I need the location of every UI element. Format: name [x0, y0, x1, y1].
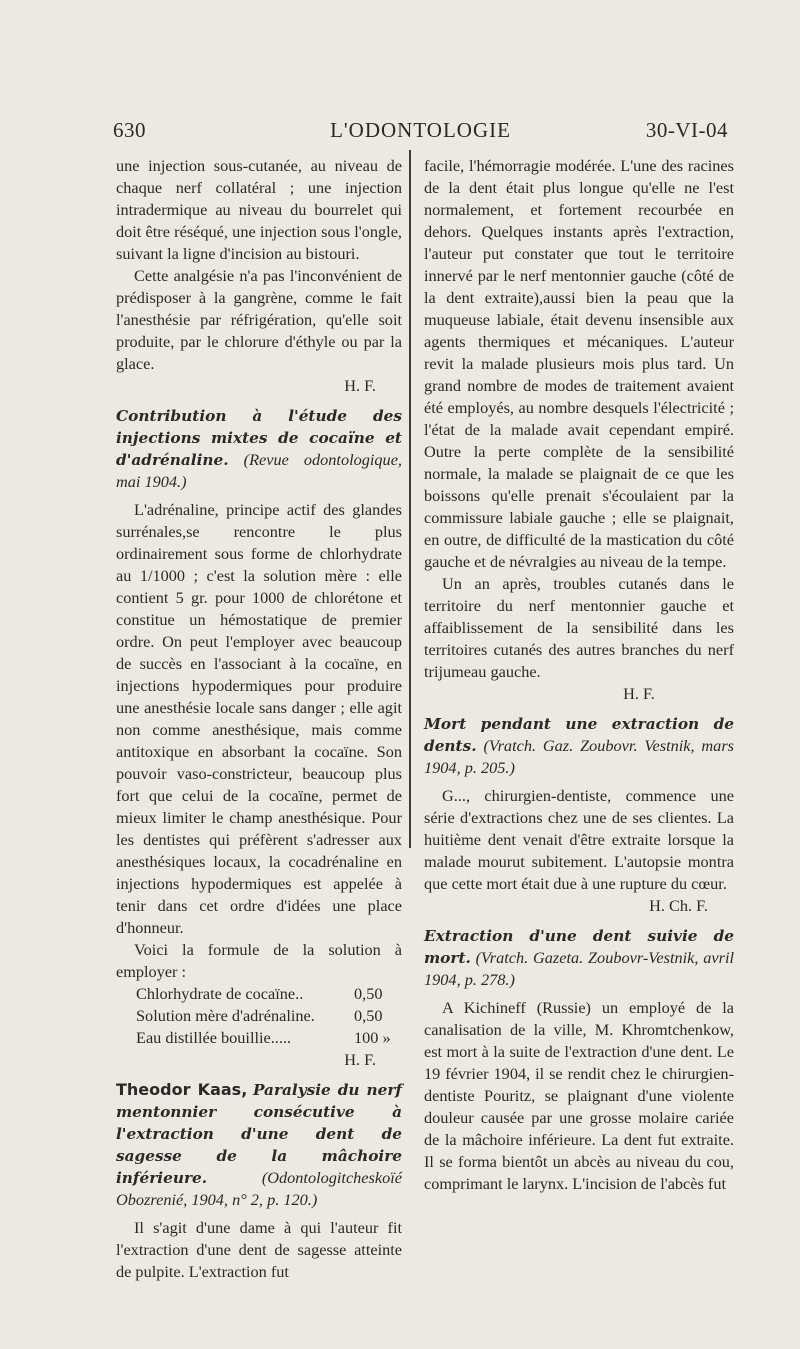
right-column — [424, 155, 734, 1195]
paragraph: facile, l'hémorragie modérée. L'une des racines de la dent était plus longue qu'elle ne l'est normalement, et fortement recourbée en dehors. Quelques instants après l'extraction, l'auteur put constater que tout le territoire innervé par le nerf mentonnier gauche (côté de la dent extraite),aussi bien la peau que la muqueuse labiale, était devenu insensible aux agents thermiques et mécaniques. L'auteur revit la malade plusieurs mois plus tard. Un grand nombre de modes de traitement avaient été employés, au nombre desquels l'électricité ; l'état de la malade avait cependant empiré. Outre la perte complète de la sensibilité normale, la malade se plaignait de ce que les boissons qu'elle prenait s'écoulaient par la commissure labiale gauche ; elle se plaignait, en outre, de difficulté de la mastication du côté gauche et de névralgies au niveau de la tempe. — [424, 156, 734, 571]
formula-row — [116, 1027, 402, 1049]
article-title: Mort pendant une extraction de dents. — [424, 715, 734, 755]
formula-amount: 0,50 — [354, 984, 383, 1003]
paragraph: L'adrénaline, principe actif des glandes surrénales,se rencontre le plus ordinairement sous forme de chlorhydrate au 1/1000 ; c'est la solution mère : elle contient 5 gr. pour 1000 de chlorétone et constitue un hémostatique de premier ordre. On peut l'employer avec beaucoup de succès en l'associant à la cocaïne, en injections hypodermiques pour produire une anesthésie locale sans danger ; elle agit non comme anesthésique, mais comme antitoxique en absorbant la cocaïne. Son pouvoir vaso-constricteur, beaucoup plus fort que celui de la cocaïne, permet de mieux limiter le champ anesthésique. Pour les dentistes qui préfèrent s'adresser aux anesthésiques locaux, la cocadrénaline en injections hypodermiques est appelée à tenir dans cet ordre d'idées une place d'honneur. — [116, 500, 402, 937]
article-title: Contribution à l'étude des injections mixtes de cocaïne et d'adrénaline. — [116, 407, 402, 469]
author-signature: H. Ch. F. — [649, 896, 708, 915]
article-heading — [116, 1079, 402, 1211]
article-author: Theodor Kaas, — [116, 1080, 248, 1099]
paragraph: Voici la formule de la solution à employer : — [116, 940, 402, 981]
formula-amount: 100 » — [354, 1028, 391, 1047]
page-number: 630 — [113, 118, 146, 142]
formula-ingredient: Chlorhydrate de cocaïne.. — [136, 984, 304, 1003]
article-heading — [424, 925, 734, 991]
journal-title: L'ODONTOLOGIE — [330, 118, 511, 142]
formula-table — [116, 983, 402, 1049]
article-title: Extraction d'une dent suivie de mort. — [424, 927, 734, 967]
formula-row — [116, 1005, 402, 1027]
column-divider — [409, 150, 411, 848]
paragraph: A Kichineff (Russie) un employé de la canalisation de la ville, M. Khromtchenkow, est mort à la suite de l'extraction d'une dent. Le 19 février 1904, il se rendit chez le chirurgien-dentiste Pouritz, se plaignant d'une violente douleur causée par une grosse molaire cariée de la mâchoire inférieure. La dent fut extraite. Il se forma bientôt un abcès au niveau du cou, comprimant le larynx. L'incision de l'abcès fut — [424, 998, 734, 1193]
formula-amount: 0,50 — [354, 1006, 383, 1025]
formula-row — [116, 983, 402, 1005]
issue-date: 30-VI-04 — [645, 118, 728, 142]
article-reference: (Odontologitcheskoïé Obozrenié, 1904, n° 2, p. 120.) — [116, 1168, 402, 1209]
paragraph: une injection sous-cutanée, au niveau de chaque nerf collatéral ; une injection intradermique au niveau du bourrelet qui doit être réséqué, une injection sous l'ongle, suivant la ligne d'incision au bistouri. — [116, 156, 402, 263]
article-reference: (Revue odontologique, mai 1904.) — [116, 450, 402, 491]
article-heading — [116, 405, 402, 493]
article-heading — [424, 713, 734, 779]
article-title: Paralysie du nerf mentonnier consécutive à l'extraction d'une dent de sagesse de la mâchoire inférieure. — [116, 1081, 402, 1187]
paragraph: Un an après, troubles cutanés dans le territoire du nerf mentonnier gauche et affaiblissement de la sensibilité dans les territoires cutanés des autres branches du nerf trijumeau gauche. — [424, 574, 734, 681]
formula-ingredient: Solution mère d'adrénaline. — [136, 1006, 315, 1025]
formula-ingredient: Eau distillée bouillie..... — [136, 1028, 292, 1047]
author-signature: H. F. — [623, 684, 655, 703]
author-signature: H. F. — [344, 1050, 376, 1069]
author-signature: H. F. — [344, 376, 376, 395]
paragraph: Cette analgésie n'a pas l'inconvénient de prédisposer à la gangrène, comme le fait l'anesthésie par réfrigération, qu'elle soit produite, par le chlorure d'éthyle ou par la glace. — [116, 266, 402, 373]
left-column — [116, 155, 402, 1283]
running-header — [113, 118, 728, 148]
paragraph: G..., chirurgien-dentiste, commence une série d'extractions chez une de ses clientes. La huitième dent venait d'être extraite lorsque la malade mourut subitement. L'autopsie montra que cette mort était due à une rupture du cœur. — [424, 786, 734, 893]
article-reference: (Vratch. Gazeta. Zoubovr-Vestnik, avril 1904, p. 278.) — [424, 948, 734, 989]
article-reference: (Vratch. Gaz. Zoubovr. Vestnik, mars 1904, p. 205.) — [424, 736, 734, 777]
paragraph: Il s'agit d'une dame à qui l'auteur fit l'extraction d'une dent de sagesse atteinte de pulpite. L'extraction fut — [116, 1218, 402, 1281]
